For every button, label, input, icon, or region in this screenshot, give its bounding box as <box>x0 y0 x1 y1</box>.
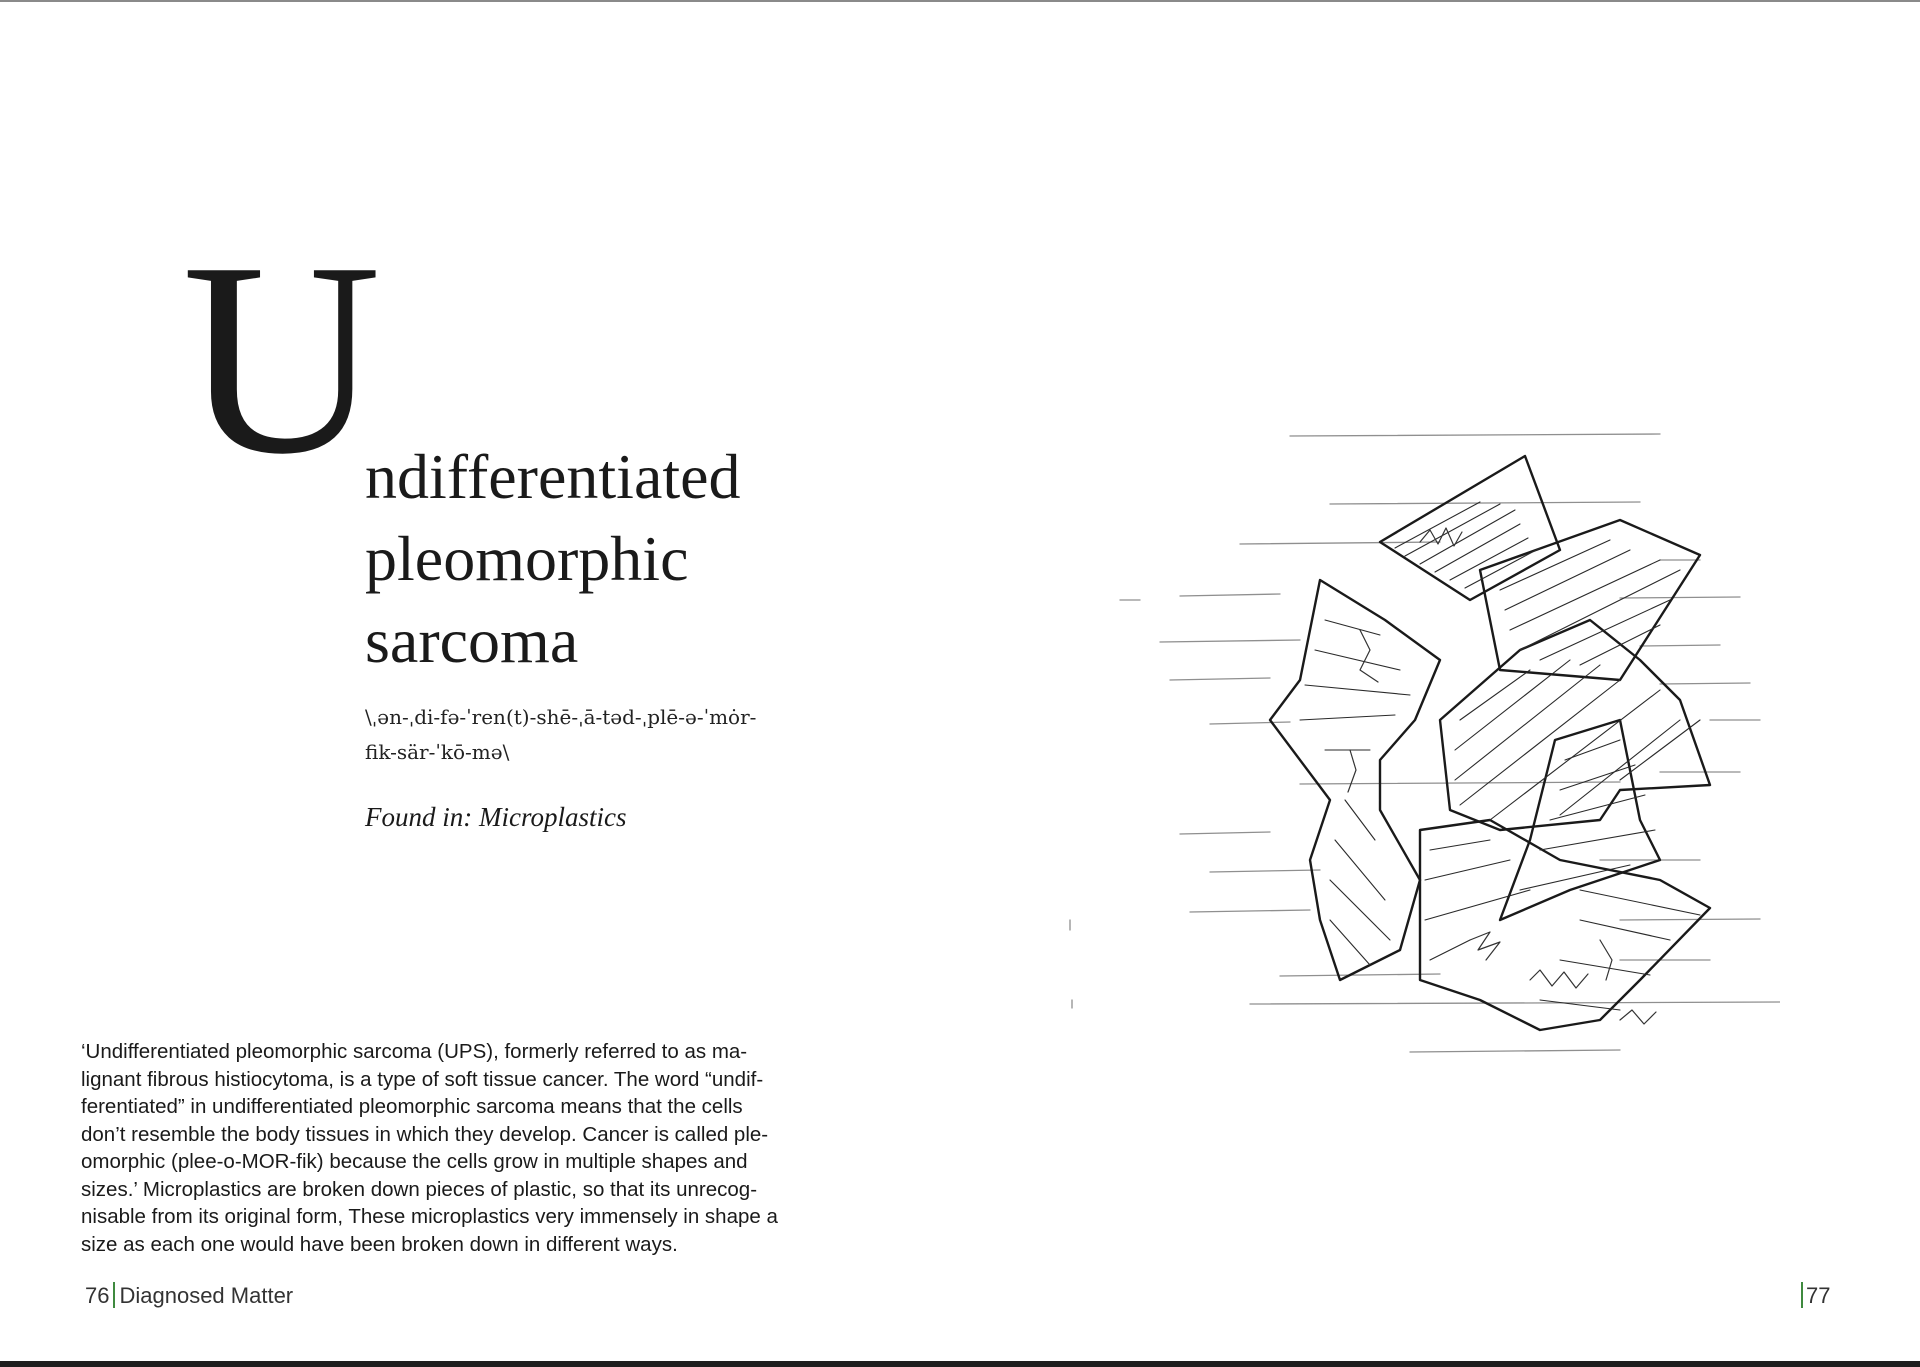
footer-left <box>85 1281 293 1311</box>
pronunciation <box>365 700 756 770</box>
folio-divider <box>1801 1282 1803 1308</box>
sketch-fragments <box>1270 456 1710 1030</box>
body-line: ferentiated” in undifferentiated pleomorphic sarcoma means that the cells <box>81 1095 743 1118</box>
microplastics-sketch-icon <box>1060 420 1780 1080</box>
body-line: size as each one would have been broken down in different ways. <box>81 1232 678 1256</box>
top-rule <box>0 0 1920 2</box>
pronunciation-line: fik-sär-ˈkō-mə\ <box>365 740 510 764</box>
title-line: sarcoma <box>365 605 579 676</box>
body-line: lignant fibrous histiocytoma, is a type of soft tissue cancer. The word “undif- <box>81 1067 764 1091</box>
drop-cap: U <box>182 205 382 511</box>
footer-right <box>1801 1281 1830 1311</box>
title-line: ndifferentiated <box>365 441 741 512</box>
pronunciation-line: \ˌən-ˌdi-fə-ˈren(t)-shē-ˌā-təd-ˌplē-ə-ˈmȯr- <box>365 705 757 729</box>
body-line: omorphic (plee-o-MOR-fik) because the cells grow in multiple shapes and <box>81 1150 748 1173</box>
sketch-hatching <box>1300 502 1700 1010</box>
body-line: nisable from its original form, These microplastics very immensely in shape a <box>81 1205 778 1228</box>
page-number-left: 76 <box>85 1283 110 1308</box>
body-paragraph <box>81 1038 778 1258</box>
sketch-background-lines <box>1070 434 1780 1052</box>
found-in-label: Found in: Microplastics <box>365 802 627 832</box>
body-line: ‘Undifferentiated pleomorphic sarcoma (UPS), formerly referred to as ma- <box>81 1040 748 1063</box>
body-line: sizes.’ Microplastics are broken down pieces of plastic, so that its unrecog- <box>81 1177 758 1201</box>
bottom-rule <box>0 1361 1920 1367</box>
folio-divider <box>113 1282 115 1308</box>
running-title: Diagnosed Matter <box>119 1283 294 1308</box>
body-line: don’t resemble the body tissues in which they develop. Cancer is called ple- <box>81 1122 769 1146</box>
title-line: pleomorphic <box>365 523 689 594</box>
page-title <box>365 436 741 682</box>
page-number-right: 77 <box>1806 1283 1831 1308</box>
